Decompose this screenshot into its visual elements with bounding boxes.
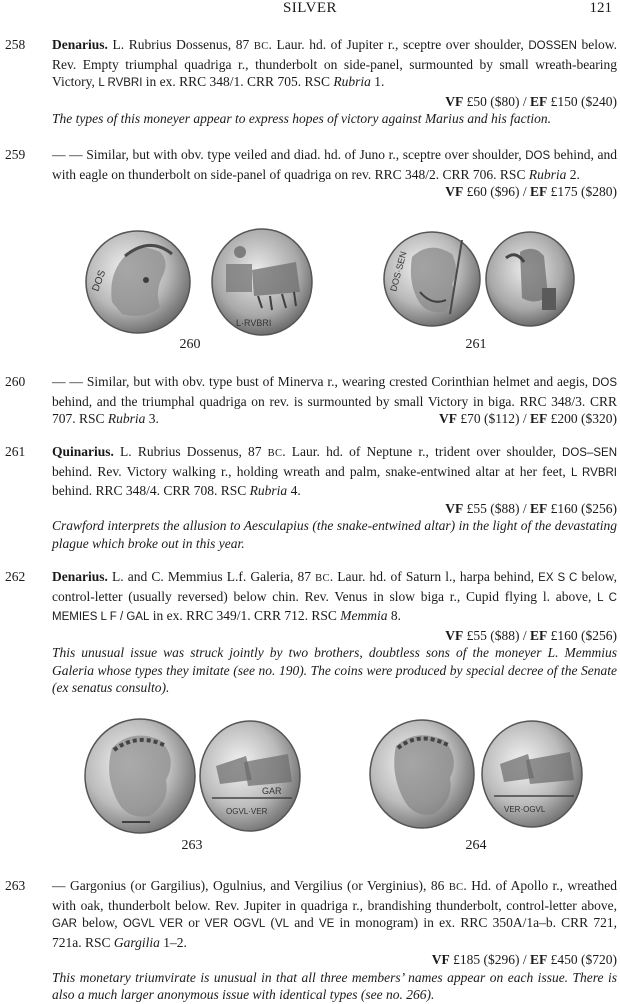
coin-261-reverse-image [486, 232, 574, 326]
entry-description [52, 877, 617, 951]
catalogue-entry-258 [5, 36, 617, 128]
grade-ef: EF [529, 411, 548, 426]
text-run: . Laur. hd. of Saturn l., harpa behind, [329, 569, 539, 584]
coin-legend: L RVBRI [571, 466, 617, 479]
text-run: in monogram) in ex. RRC 350A/1a–b. CRR 721, 721a. RSC [52, 915, 617, 950]
price-vf: £185 ($296) / [449, 952, 530, 967]
price-ef: £450 ($720) [547, 952, 617, 967]
reference-name: Rubria [249, 483, 288, 498]
coin-264-reverse-image [482, 721, 582, 827]
text-run: 3. [145, 411, 159, 426]
coin-legend: GAR [52, 918, 77, 930]
price-line [52, 627, 617, 645]
entry-number: 262 [5, 569, 26, 584]
coin-legend: DOS [592, 377, 617, 389]
running-head: SILVER [282, 0, 338, 16]
price-line [439, 410, 617, 428]
coin-plate-260-261 [0, 222, 620, 362]
entry-number: 258 [5, 37, 26, 52]
coin-legend: EX S C [538, 572, 578, 584]
coin-260-reverse-image [212, 229, 312, 335]
coin-legend: VER·OGVL [504, 805, 546, 814]
coin-263-obverse-image [85, 719, 195, 833]
entry-number: 259 [5, 147, 26, 162]
coin-legend: VER OGVL [204, 918, 266, 930]
text-run: below. Rev. Empty triumphal quadriga r., thunderbolt on side-panel, surmounted by small wreath-bearing Victory, [52, 37, 617, 89]
price-vf: £55 ($88) / [463, 500, 530, 516]
text-run: in ex. RRC 349/1. CRR 712. RSC [149, 608, 341, 623]
price-ef: £160 ($256) [547, 500, 617, 516]
grade-ef: EF [529, 184, 548, 199]
coin-264-obverse-image [370, 720, 474, 828]
text-run: 2. [566, 166, 580, 182]
price-vf: £50 ($80) / [463, 93, 530, 109]
text-run: . Laur. hd. of Jupiter r., sceptre over shoulder, [268, 37, 529, 52]
text-run: or [183, 915, 205, 930]
reference-name: Memmia [340, 608, 388, 623]
grade-vf: VF [438, 411, 457, 426]
text-run: . Hd. of Apollo r., wreathed with oak, thunderbolt below. Rev. Jupiter in quadriga r., brandishing thunderbolt, control-letter above, [52, 878, 617, 913]
price-ef: £160 ($256) [547, 627, 617, 643]
plate-caption-261: 261 [465, 337, 487, 352]
reference-name: Rubria [107, 411, 146, 426]
text-run: 8. [387, 608, 402, 623]
entry-number: 261 [5, 444, 26, 459]
grade-vf: VF [445, 93, 464, 109]
coin-legend: DOS [525, 150, 551, 162]
text-run: behind, and the triumphal quadriga on rev. is surmounted by small Victory in biga. RRC 348/3. CRR 707. RSC [52, 393, 617, 426]
coin-260-obverse-image [86, 231, 190, 333]
entry-note: Crawford interprets the allusion to Aesculapius (the snake-entwined altar) in the light of the devastating plague which broke out in this year. [52, 518, 617, 551]
plate-caption-263: 263 [181, 838, 203, 853]
text-run: 1–2. [159, 934, 187, 950]
catalogue-entry-261 [5, 443, 617, 552]
price-vf: £60 ($96) / [463, 184, 530, 199]
text-run: ( [265, 915, 275, 930]
page-number: 121 [589, 0, 612, 16]
entry-number: 263 [5, 878, 26, 893]
text-run: L. Rubrius Dossenus, 87 [113, 444, 268, 459]
era-label: BC [267, 448, 283, 459]
text-run: behind. Rev. Victory walking r., holding wreath and palm, snake-entwined altar at her feet, [52, 463, 572, 479]
entry-note: This unusual issue was struck jointly by two brothers, doubtless sons of the moneyer L. Memmius Galeria whose types they imitate (see no. 190). The coins were produced by special decree of the Senate (ex senatus consulto). [52, 645, 617, 695]
text-run: below, control-letter (usually reversed) below chin. Rev. Venus in slow biga r., Cupid flying l. above, [52, 569, 617, 604]
coin-legend: OGVL·VER [226, 807, 268, 816]
grade-ef: EF [529, 627, 548, 643]
entry-number: 260 [5, 374, 26, 389]
text-run: — Gargonius (or Gargilius), Ogulnius, and Vergilius (or Verginius), 86 [52, 878, 449, 893]
price-line [52, 500, 617, 518]
catalogue-entry-260 [5, 373, 617, 428]
page-header [0, 0, 620, 20]
grade-vf: VF [445, 184, 464, 199]
price-vf: £55 ($88) / [463, 627, 530, 643]
coin-plate-263-264 [0, 718, 620, 846]
text-run: — — Similar, but with obv. type veiled and diad. hd. of Juno r., sceptre over shoulder, [52, 147, 526, 162]
coin-type: Denarius. [52, 569, 108, 584]
text-run: in ex. RRC 348/1. CRR 705. RSC [142, 74, 334, 89]
coin-legend: DOSSEN [528, 40, 577, 52]
text-run: 1. [370, 74, 385, 89]
text-run: 4. [287, 483, 301, 498]
text-run: and [289, 915, 319, 930]
era-label: BC [315, 573, 330, 584]
text-run: L. and C. Memmius L.f. Galeria, 87 [107, 569, 316, 584]
price-ef: £150 ($240) [547, 93, 617, 109]
price-line [52, 951, 617, 969]
coin-legend: L RVBRI [98, 77, 143, 89]
grade-vf: VF [445, 627, 464, 643]
price-ef: £175 ($280) [547, 184, 617, 199]
reference-name: Rubria [333, 74, 371, 89]
era-label: BC [253, 41, 269, 52]
text-run: behind, and with eagle on thunderbolt on side-panel of quadriga on rev. RRC 348/2. CRR 706. RSC [52, 147, 617, 182]
coin-legend: VE [318, 918, 335, 930]
entry-note: This monetary triumvirate is unusual in that all three members’ names appear on each issue. There is also a much larger anonymous issue with identical types (see no. 266). [52, 969, 617, 1002]
coin-legend: VL [274, 918, 290, 930]
coin-legend: OGVL VER [122, 918, 184, 930]
catalogue-entry-262 [5, 568, 617, 697]
text-run: . Laur. hd. of Neptune r., trident over shoulder, [282, 444, 563, 459]
entry-description [52, 568, 617, 627]
text-run: below, [76, 915, 123, 930]
text-run: L. Rubrius Dossenus, 87 [107, 37, 254, 52]
catalogue-entry-263 [5, 877, 617, 1004]
plate-caption-260: 260 [179, 337, 201, 352]
coin-261-obverse-image [384, 232, 480, 326]
plate-caption-264: 264 [465, 838, 487, 853]
price-line [445, 183, 617, 201]
text-run: behind. RRC 348/4. CRR 708. RSC [52, 483, 250, 498]
grade-vf: VF [445, 500, 464, 516]
entry-description [52, 36, 617, 93]
entry-description [52, 373, 617, 428]
price-line [52, 93, 617, 111]
coin-legend: DOS [90, 268, 109, 294]
reference-name: Gargilia [113, 934, 160, 950]
coin-legend: DOS·SEN [388, 250, 409, 293]
coin-legend: L C MEMIES L F / GAL [52, 591, 617, 623]
coin-type: Quinarius. [52, 444, 114, 459]
grade-vf: VF [431, 952, 450, 967]
text-run: — — Similar, but with obv. type bust of Minerva r., wearing crested Corinthian helmet and aegis, [52, 374, 593, 389]
entry-description [52, 146, 617, 199]
catalogue-entry-259 [5, 146, 617, 201]
coin-263-reverse-image [200, 721, 300, 831]
era-label: BC [448, 882, 464, 893]
coin-legend: GAR [262, 786, 282, 796]
reference-name: Rubria [528, 166, 567, 182]
grade-ef: EF [529, 500, 548, 516]
grade-ef: EF [529, 952, 548, 967]
coin-legend: L·RVBRI [236, 318, 272, 328]
price-ef: £200 ($320) [547, 411, 617, 426]
grade-ef: EF [529, 93, 548, 109]
entry-note: The types of this moneyer appear to express hopes of victory against Marius and his faction. [52, 111, 551, 126]
entry-description [52, 443, 617, 500]
coin-type: Denarius. [52, 37, 108, 52]
coin-legend: DOS–SEN [562, 447, 617, 459]
price-vf: £70 ($112) / [456, 411, 530, 426]
